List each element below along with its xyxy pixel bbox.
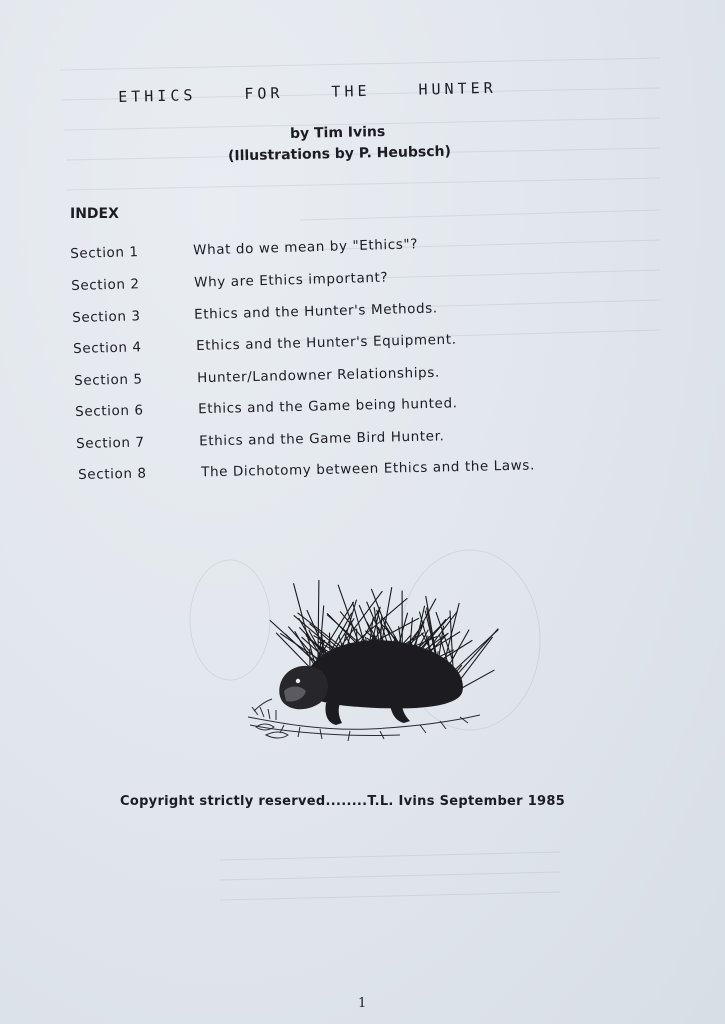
page-number: 1 (358, 996, 367, 1011)
toc-section-title: Ethics and the Hunter's Equipment. (195, 331, 457, 354)
toc-section-label: Section 7 (76, 434, 145, 452)
toc-section-title: Ethics and the Hunter's Methods. (193, 300, 438, 323)
index-heading: INDEX (70, 206, 119, 222)
toc-section-title: Ethics and the Game Bird Hunter. (198, 428, 445, 450)
toc-section-title: Ethics and the Game being hunted. (197, 395, 458, 418)
toc-section-label: Section 8 (78, 465, 147, 483)
toc-section-label: Section 2 (71, 276, 140, 294)
toc-section-label: Section 4 (73, 339, 142, 357)
illustrator-line: (Illustrations by P. Heubsch) (227, 143, 452, 165)
toc-section-label: Section 6 (75, 402, 144, 420)
title-word: HUNTER (418, 78, 497, 99)
porcupine-illustration (240, 565, 500, 750)
toc-section-title: Why are Ethics important? (193, 269, 389, 291)
author-line: by Tim Ivins (289, 124, 386, 142)
toc-section-label: Section 5 (74, 371, 143, 389)
toc-section-title: The Dichotomy between Ethics and the Laws. (200, 457, 536, 481)
copyright-notice: Copyright strictly reserved........T.L. Ivins September 1985 (120, 794, 566, 809)
title-word: THE (331, 81, 371, 101)
title-word: ETHICS (118, 86, 197, 106)
toc-section-label: Section 1 (70, 244, 139, 262)
toc-section-title: Hunter/Landowner Relationships. (196, 364, 440, 387)
title-word: FOR (244, 83, 284, 103)
toc-section-label: Section 3 (72, 308, 141, 326)
toc-section-title: What do we mean by "Ethics"? (192, 236, 419, 259)
